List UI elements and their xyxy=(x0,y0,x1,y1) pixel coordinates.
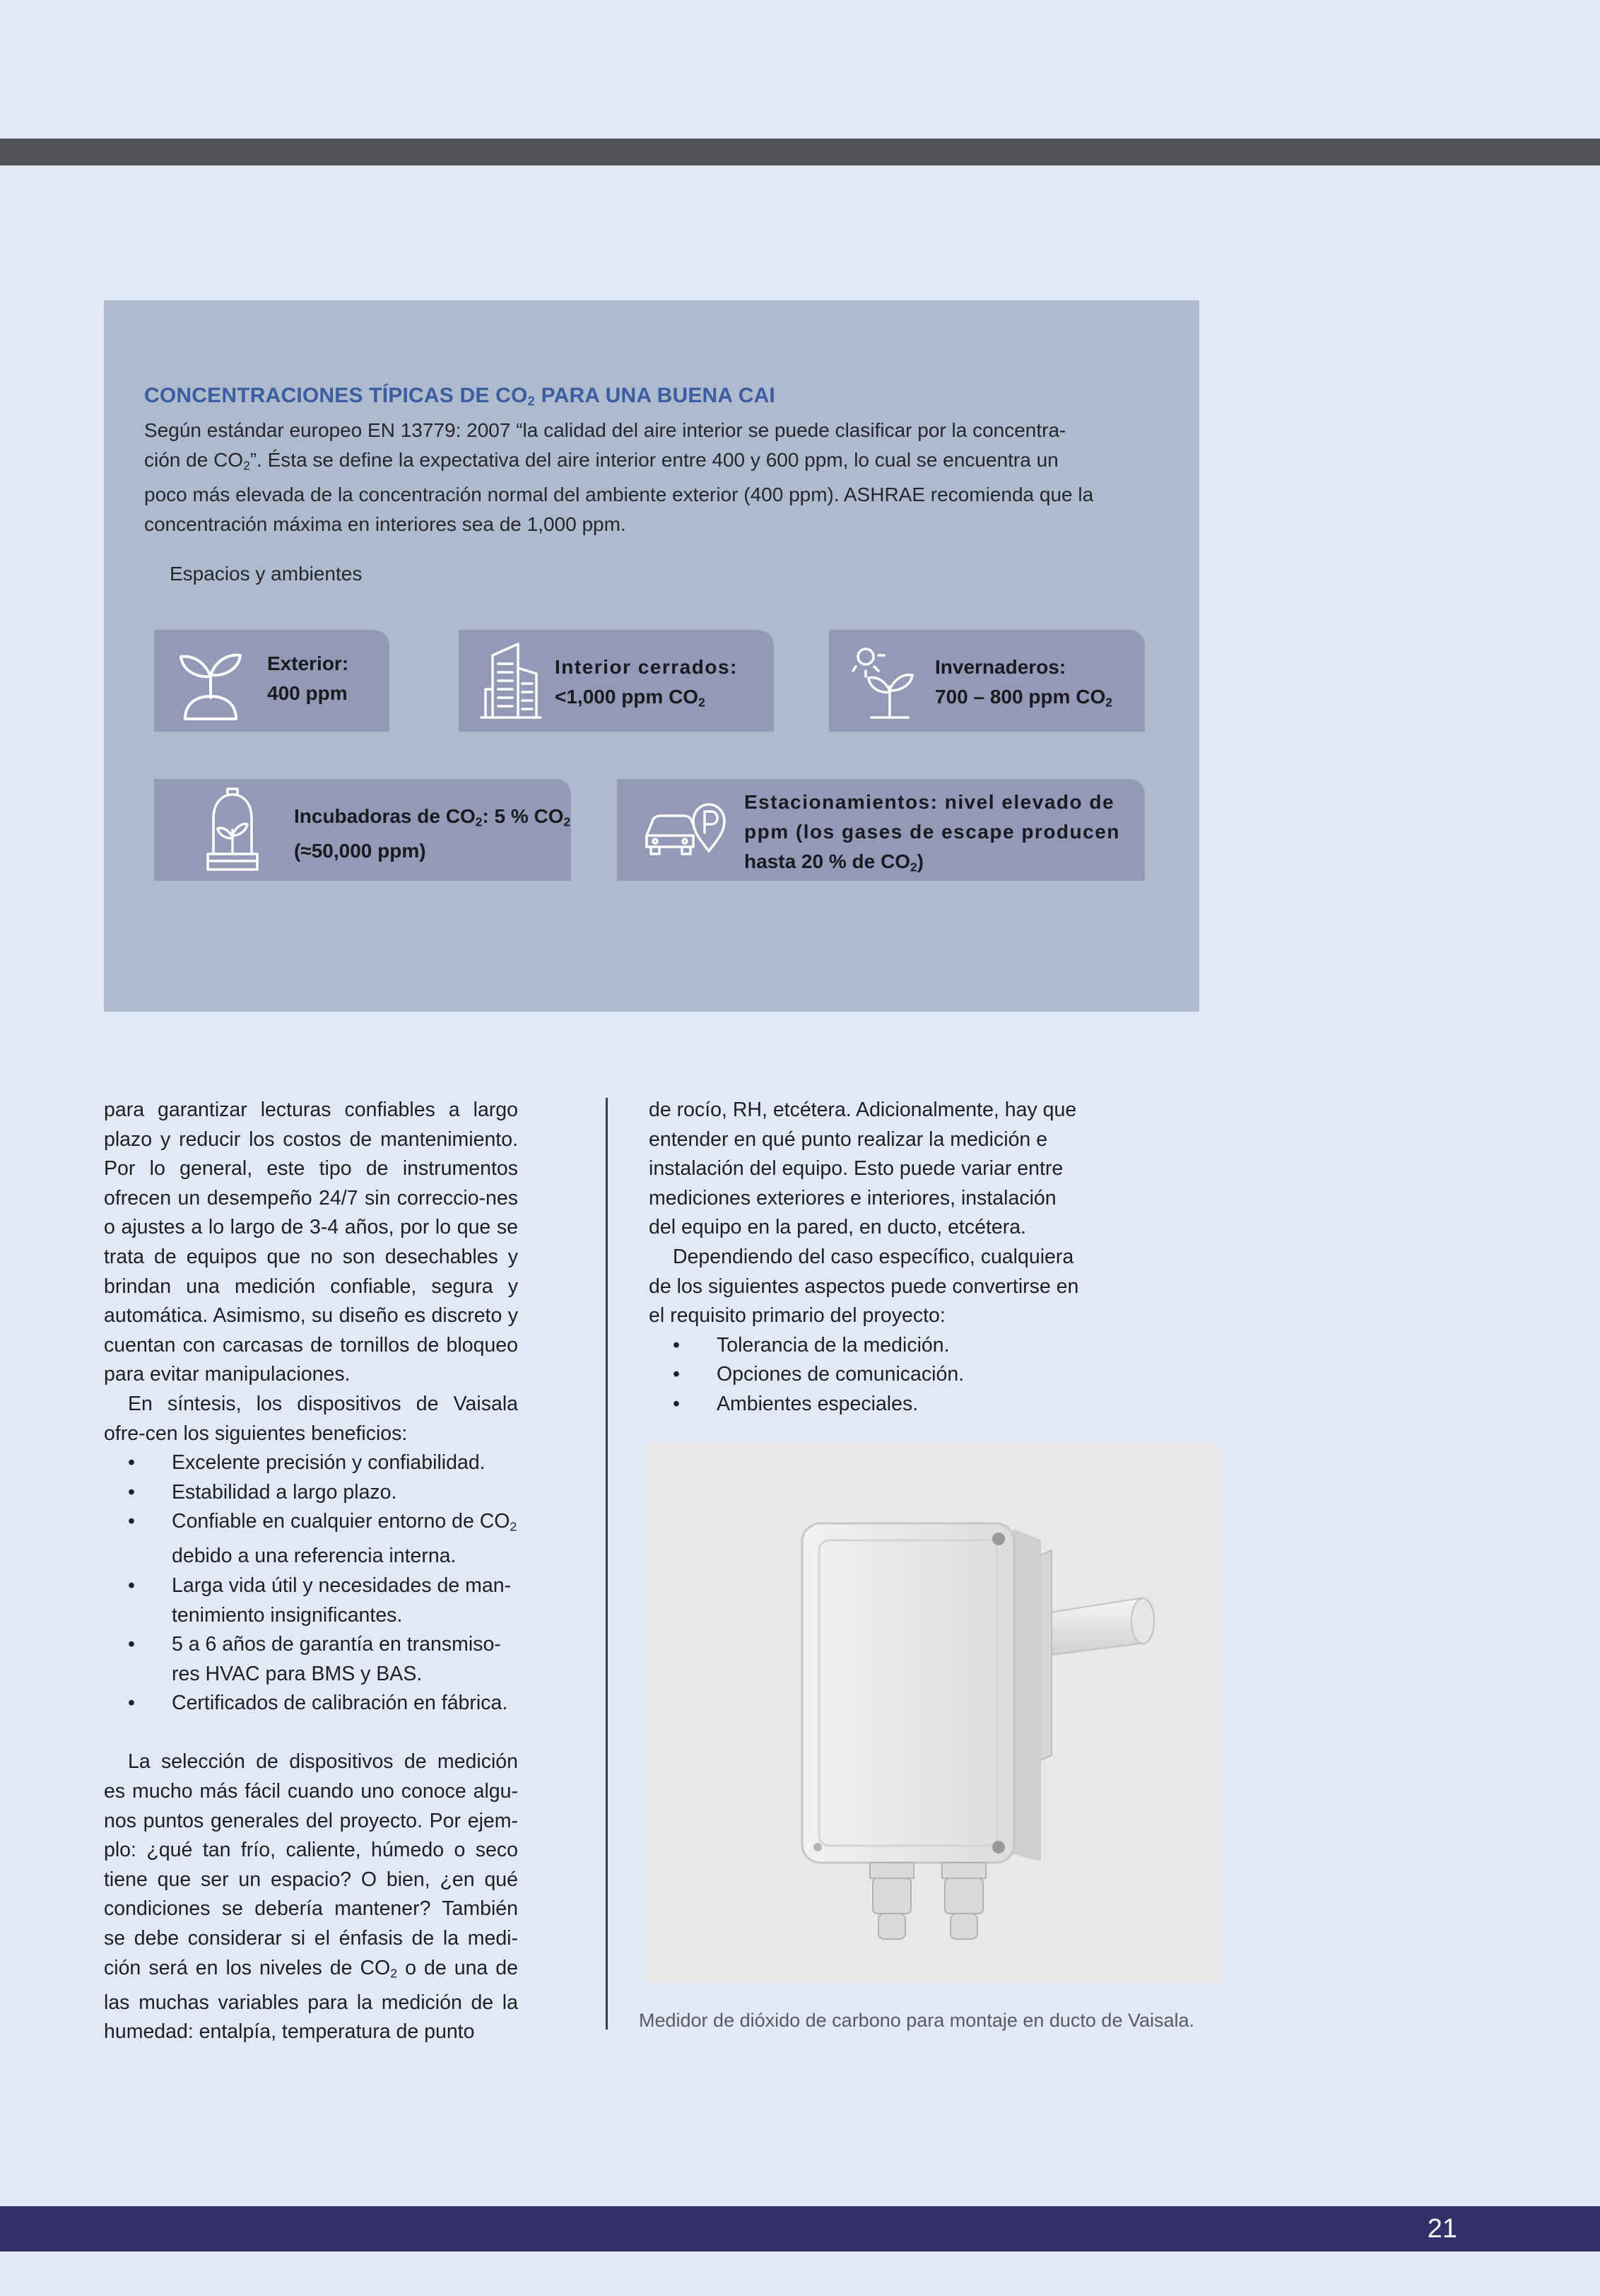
card-interior xyxy=(459,630,774,732)
card-invernaderos-text: Invernaderos: 700 – 800 ppm $CO_2$ xyxy=(935,656,1112,710)
incubator-icon xyxy=(202,786,263,874)
right-paragraph-1: de rocío, RH, etcétera. Adicionalmente, hay que entender en qué punto realizar la medición e instalación del equipo. Esto puede variar entre mediciones exteriores e interiores, instalación del equipo en la pared, en ducto, etcétera. xyxy=(649,1099,1077,1239)
left-paragraph-3: La selección de dispositivos de medición es mucho más fácil cuando uno conoce algu-nos puntos generales del proyecto. Por ejem-plo: ¿qué tan frío, caliente, húmedo o seco tiene que ser un espacio? O bien, ¿en qué condiciones se debería mantener? También se debe considerar si el énfasis de la medi-ción será en los niveles de $CO_2$ o de una de las muchas variables para la medición de la humedad: entalpía, temperatura de punto xyxy=(104,1750,519,2044)
card-incubadoras xyxy=(154,779,571,881)
list-item: • Opciones de comunicación. xyxy=(649,1360,1087,1390)
list-item: • Estabilidad a largo plazo. xyxy=(104,1478,518,1508)
building-icon xyxy=(477,640,543,722)
benefits-list xyxy=(104,1448,518,1718)
parking-car-icon xyxy=(642,796,730,864)
product-photo xyxy=(645,1444,1219,1983)
box-text: Según estándar europeo EN 13779: 2007 “la calidad del aire interior se puede clasificar por la concentra- ción de $CO_2$”. Ésta se define la expectativa del aire interior entre 400 y 600 ppm, lo cual se encuentra un poco más elevada de la concentración normal del ambiente exterior (400 ppm). ASHRAE recomienda que la concentración máxima en interiores sea de 1,000 ppm. xyxy=(144,419,1094,535)
column-divider xyxy=(606,1098,608,2030)
list-item: • 5 a 6 años de garantía en transmiso-res HVAC para BMS y BAS. xyxy=(104,1630,518,1689)
left-column xyxy=(104,1096,518,2047)
right-paragraph-2: Dependiendo del caso específico, cualquiera de los siguientes aspectos puede convertirse en el requisito primario del proyecto: xyxy=(649,1245,1079,1328)
bottom-decorative-bar xyxy=(0,2206,1600,2251)
card-invernaderos xyxy=(829,630,1145,732)
left-paragraph-1: para garantizar lecturas confiables a largo plazo y reducir los costos de mantenimiento. Por lo general, este tipo de instrumentos ofrecen un desempeño 24/7 sin correccio-nes o ajustes a lo largo de 3-4 años, por lo que se trata de equipos que no son desechables y brindan una medición confiable, segura y automática. Asimismo, su diseño es discreto y cuentan con carcasas de tornillos de bloqueo para evitar manipulaciones. xyxy=(104,1099,518,1386)
list-item: • Larga vida útil y necesidades de man-tenimiento insignificantes. xyxy=(104,1571,518,1630)
list-item: • Excelente precisión y confiabilidad. xyxy=(104,1448,518,1478)
list-item: • Tolerancia de la medición. xyxy=(649,1331,1087,1361)
sun-plant-icon xyxy=(850,640,921,722)
list-item: • Confiable en cualquier entorno de $CO_2$ debido a una referencia interna. xyxy=(104,1507,518,1571)
aspects-list xyxy=(649,1331,1087,1419)
box-title: CONCENTRACIONES TÍPICAS DE $CO_2$ PARA UNA BUENA CAI xyxy=(144,384,775,409)
page-number: 21 xyxy=(1427,2214,1457,2244)
left-paragraph-2: En síntesis, los dispositivos de Vaisala ofre-cen los siguientes beneficios: xyxy=(104,1392,518,1445)
co2-transmitter-image xyxy=(645,1444,1219,1983)
card-estacionamientos xyxy=(617,779,1145,881)
card-exterior xyxy=(154,630,389,732)
list-item: • Ambientes especiales. xyxy=(649,1390,1087,1419)
card-incubadoras-text: Incubadoras de $CO_2$: 5 % $CO_2$ (≈50,000 ppm) xyxy=(294,805,571,862)
spaces-label: Espacios y ambientes xyxy=(170,563,363,585)
card-exterior-text: Exterior: 400 ppm xyxy=(267,652,349,704)
top-decorative-bar xyxy=(0,139,1600,165)
card-estacionamientos-text: Estacionamientos: nivel elevado de ppm (los gases de escape producen hasta 20 % de $CO_2$) xyxy=(744,791,1120,874)
photo-caption: Medidor de dióxido de carbono para montaje en ducto de Vaisala. xyxy=(639,2010,1195,2031)
card-interior-text: Interior cerrados: <1,000 ppm $CO_2$ xyxy=(555,656,738,710)
sprout-icon xyxy=(175,640,246,722)
list-item: • Certificados de calibración en fábrica. xyxy=(104,1689,518,1718)
right-column xyxy=(649,1096,1087,1419)
co2-info-box xyxy=(104,300,1199,1012)
